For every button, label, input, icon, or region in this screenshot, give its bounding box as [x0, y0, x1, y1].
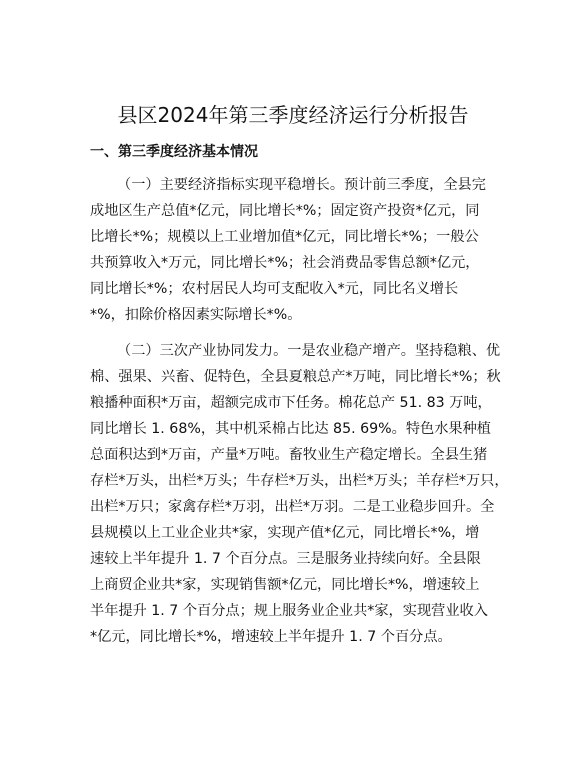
paragraph-line: 存栏*万头，出栏*万头；牛存栏*万头，出栏*万头；羊存栏*万只， — [90, 473, 509, 489]
paragraph-line: 比增长*%；规模以上工业增加值*亿元，同比增长*%；一般公 — [90, 229, 479, 245]
paragraph-line: 半年提升 1. 7 个百分点；规上服务业企业共*家，实现营业收入 — [90, 603, 488, 619]
paragraph-line: 共预算收入*万元，同比增长*%；社会消费品零售总额*亿元， — [90, 255, 480, 271]
paragraph-main-indicators — [90, 172, 505, 328]
paragraph-industries — [90, 338, 509, 650]
paragraph-line: 出栏*万只；家禽存栏*万羽，出栏*万羽。二是工业稳步回升。全 — [90, 499, 495, 515]
paragraph-line: 棉、强果、兴畜、促特色，全县夏粮总产*万吨，同比增长*%；秋 — [90, 369, 501, 385]
paragraph-line: 成地区生产总值*亿元，同比增长*%；固定资产投资*亿元，同 — [90, 203, 480, 219]
paragraph-line: 总面积达到*万亩，产量*万吨。畜牧业生产稳定增长。全县生猪 — [90, 447, 488, 463]
paragraph-line: 县规模以上工业企业共*家，实现产值*亿元，同比增长*%，增 — [90, 525, 480, 541]
paragraph-line: *亿元，同比增长*%，增速较上半年提升 1. 7 个百分点。 — [90, 629, 452, 645]
paragraph-line: 速较上半年提升 1. 7 个百分点。三是服务业持续向好。全县限 — [90, 551, 481, 567]
paragraph-line: *%，扣除价格因素实际增长*%。 — [90, 307, 302, 323]
paragraph-line: 粮播种面积*万亩，超额完成市下任务。棉花总产 51. 83 万吨， — [90, 395, 492, 411]
paragraph-line: （二）三次产业协同发力。一是农业稳产增产。坚持稳粮、优 — [117, 343, 501, 359]
paragraph-line: （一）主要经济指标实现平稳增长。预计前三季度，全县完 — [117, 177, 486, 193]
paragraph-line: 上商贸企业共*家，实现销售额*亿元，同比增长*%，增速较上 — [90, 577, 480, 593]
section-heading: 一、第三季度经济基本情况 — [90, 144, 258, 160]
document-title: 县区2024年第三季度经济运行分析报告 — [117, 103, 469, 127]
paragraph-line: 同比增长*%；农村居民人均可支配收入*元，同比名义增长 — [90, 281, 459, 297]
paragraph-line: 同比增长 1. 68%，其中机采棉占比达 85. 69%。特色水果种植 — [90, 421, 491, 437]
